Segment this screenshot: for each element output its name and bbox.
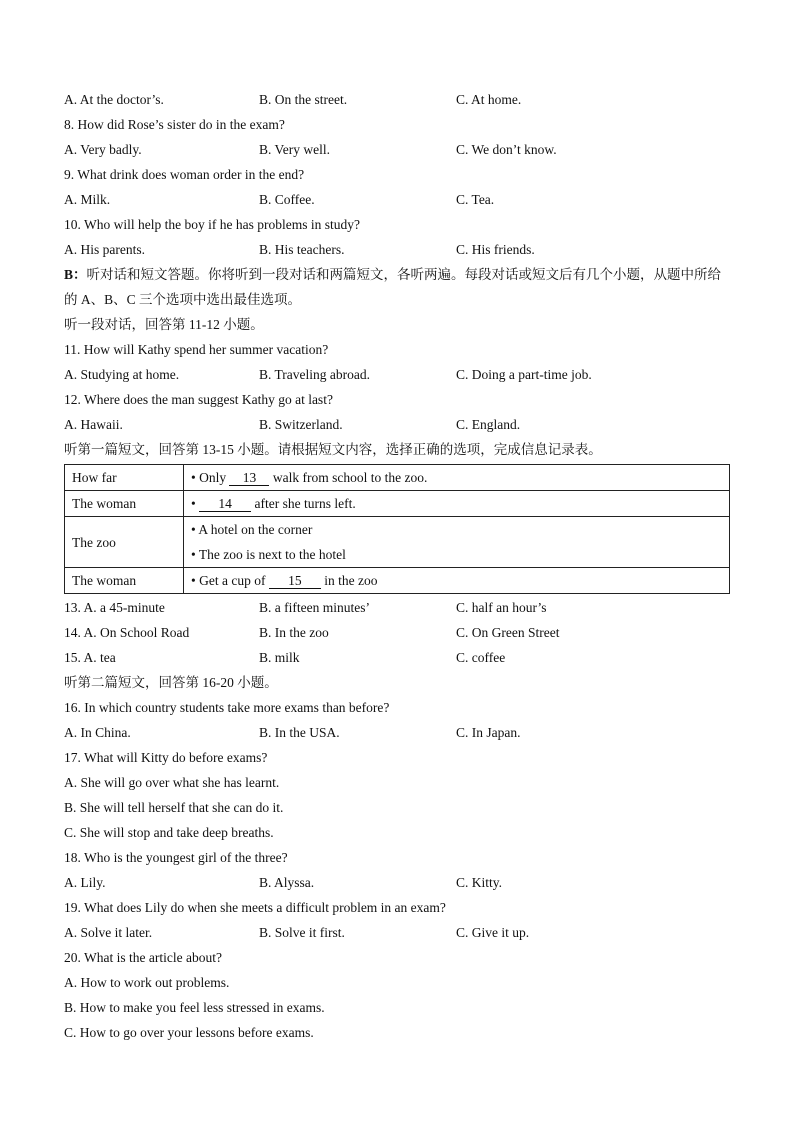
- section-b-instructions: [64, 262, 730, 312]
- q15-option-a: 15. A. tea: [64, 650, 116, 665]
- q7-option-b: B. On the street.: [259, 92, 348, 107]
- q18-option-c: C. Kitty.: [456, 875, 503, 890]
- q13-options: [64, 595, 730, 620]
- q10-option-c: C. His friends.: [456, 242, 535, 257]
- q7-option-a: A. At the doctor’s.: [64, 92, 164, 107]
- table-text: • Get a cup of: [191, 573, 269, 588]
- exam-page: [64, 87, 730, 1045]
- q17-option-c: C. She will stop and take deep breaths.: [64, 825, 274, 840]
- q12-option-b: B. Switzerland.: [259, 417, 343, 432]
- q8-option-c: C. We don’t know.: [456, 142, 557, 157]
- q8-option-b: B. Very well.: [259, 142, 330, 157]
- table-key: The woman: [65, 568, 184, 594]
- q10-option-a: A. His parents.: [64, 242, 145, 257]
- table-text: • The zoo is next to the hotel: [191, 547, 346, 562]
- q8-stem: 8. How did Rose’s sister do in the exam?: [64, 117, 285, 132]
- q19-option-b: B. Solve it first.: [259, 925, 345, 940]
- q12-options: [64, 412, 730, 437]
- q19-option-a: A. Solve it later.: [64, 925, 153, 940]
- q12-option-c: C. England.: [456, 417, 521, 432]
- table-key: How far: [65, 465, 184, 491]
- q13-option-a: 13. A. a 45-minute: [64, 600, 165, 615]
- q18-options: [64, 870, 730, 895]
- q17-option-a: A. She will go over what she has learnt.: [64, 775, 280, 790]
- q12-stem: 12. Where does the man suggest Kathy go at last?: [64, 392, 333, 407]
- q16-option-a: A. In China.: [64, 725, 131, 740]
- q20-stem: 20. What is the article about?: [64, 950, 222, 965]
- q14-option-c: C. On Green Street: [456, 625, 560, 640]
- q12-option-a: A. Hawaii.: [64, 417, 123, 432]
- table-value: [184, 568, 730, 594]
- q19-option-c: C. Give it up.: [456, 925, 530, 940]
- q15-option-c: C. coffee: [456, 650, 506, 665]
- table-value: [184, 465, 730, 491]
- table-row: [65, 465, 730, 491]
- q19-stem: 19. What does Lily do when she meets a difficult problem in an exam?: [64, 900, 446, 915]
- q19-options: [64, 920, 730, 945]
- q11-option-c: C. Doing a part-time job.: [456, 367, 592, 382]
- q20-option-b: B. How to make you feel less stressed in exams.: [64, 1000, 325, 1015]
- q10-stem: 10. Who will help the boy if he has problems in study?: [64, 217, 360, 232]
- q15-options: [64, 645, 730, 670]
- q16-option-b: B. In the USA.: [259, 725, 340, 740]
- table-text: walk from school to the zoo.: [269, 470, 428, 485]
- q10-options: [64, 237, 730, 262]
- q20-option-a: A. How to work out problems.: [64, 975, 230, 990]
- table-key: The zoo: [65, 517, 184, 568]
- table-text: in the zoo: [320, 573, 378, 588]
- table-text: after she turns left.: [251, 496, 356, 511]
- dialog-intro: 听一段对话，回答第 11-12 小题。: [64, 317, 264, 332]
- q11-option-b: B. Traveling abroad.: [259, 367, 370, 382]
- table-row: [65, 517, 730, 568]
- q17-option-b: B. She will tell herself that she can do it.: [64, 800, 284, 815]
- q14-option-a: 14. A. On School Road: [64, 625, 190, 640]
- q17-stem: 17. What will Kitty do before exams?: [64, 750, 268, 765]
- table-row: [65, 491, 730, 517]
- q9-option-b: B. Coffee.: [259, 192, 315, 207]
- q14-option-b: B. In the zoo: [259, 625, 329, 640]
- table-key: The woman: [65, 491, 184, 517]
- blank-15: 15: [269, 573, 321, 589]
- q13-option-b: B. a fifteen minutes’: [259, 600, 370, 615]
- table-value: [184, 517, 730, 568]
- q14-options: [64, 620, 730, 645]
- info-record-table: [64, 464, 730, 594]
- q13-option-c: C. half an hour’s: [456, 600, 547, 615]
- q20-option-c: C. How to go over your lessons before exams.: [64, 1025, 314, 1040]
- q9-stem: 9. What drink does woman order in the end?: [64, 167, 305, 182]
- q10-option-b: B. His teachers.: [259, 242, 345, 257]
- q16-options: [64, 720, 730, 745]
- q11-stem: 11. How will Kathy spend her summer vacation?: [64, 342, 329, 357]
- q15-option-b: B. milk: [259, 650, 300, 665]
- q8-option-a: A. Very badly.: [64, 142, 142, 157]
- section-b-label: B：: [64, 267, 87, 282]
- q7-option-c: C. At home.: [456, 92, 522, 107]
- table-text: • Only: [191, 470, 230, 485]
- q9-options: [64, 187, 730, 212]
- q8-options: [64, 137, 730, 162]
- section-b-text: 听对话和短文答题。你将听到一段对话和两篇短文，各听两遍。每段对话或短文后有几个小题，从题中所给的 A、B、C 三个选项中选出最佳选项。: [64, 267, 722, 307]
- table-value: [184, 491, 730, 517]
- passage2-intro: 听第二篇短文，回答第 16-20 小题。: [64, 675, 278, 690]
- q16-stem: 16. In which country students take more exams than before?: [64, 700, 390, 715]
- q18-option-a: A. Lily.: [64, 875, 106, 890]
- q7-options: [64, 87, 730, 112]
- blank-13: 13: [229, 470, 269, 486]
- blank-14: 14: [199, 496, 251, 512]
- q9-option-c: C. Tea.: [456, 192, 495, 207]
- q18-stem: 18. Who is the youngest girl of the three?: [64, 850, 288, 865]
- table-text: • A hotel on the corner: [191, 522, 313, 537]
- passage1-intro: 听第一篇短文，回答第 13-15 小题。请根据短文内容，选择正确的选项，完成信息记录表。: [64, 442, 602, 457]
- table-text: •: [191, 496, 200, 511]
- q16-option-c: C. In Japan.: [456, 725, 521, 740]
- q11-options: [64, 362, 730, 387]
- q9-option-a: A. Milk.: [64, 192, 111, 207]
- q18-option-b: B. Alyssa.: [259, 875, 315, 890]
- q11-option-a: A. Studying at home.: [64, 367, 180, 382]
- table-row: [65, 568, 730, 594]
